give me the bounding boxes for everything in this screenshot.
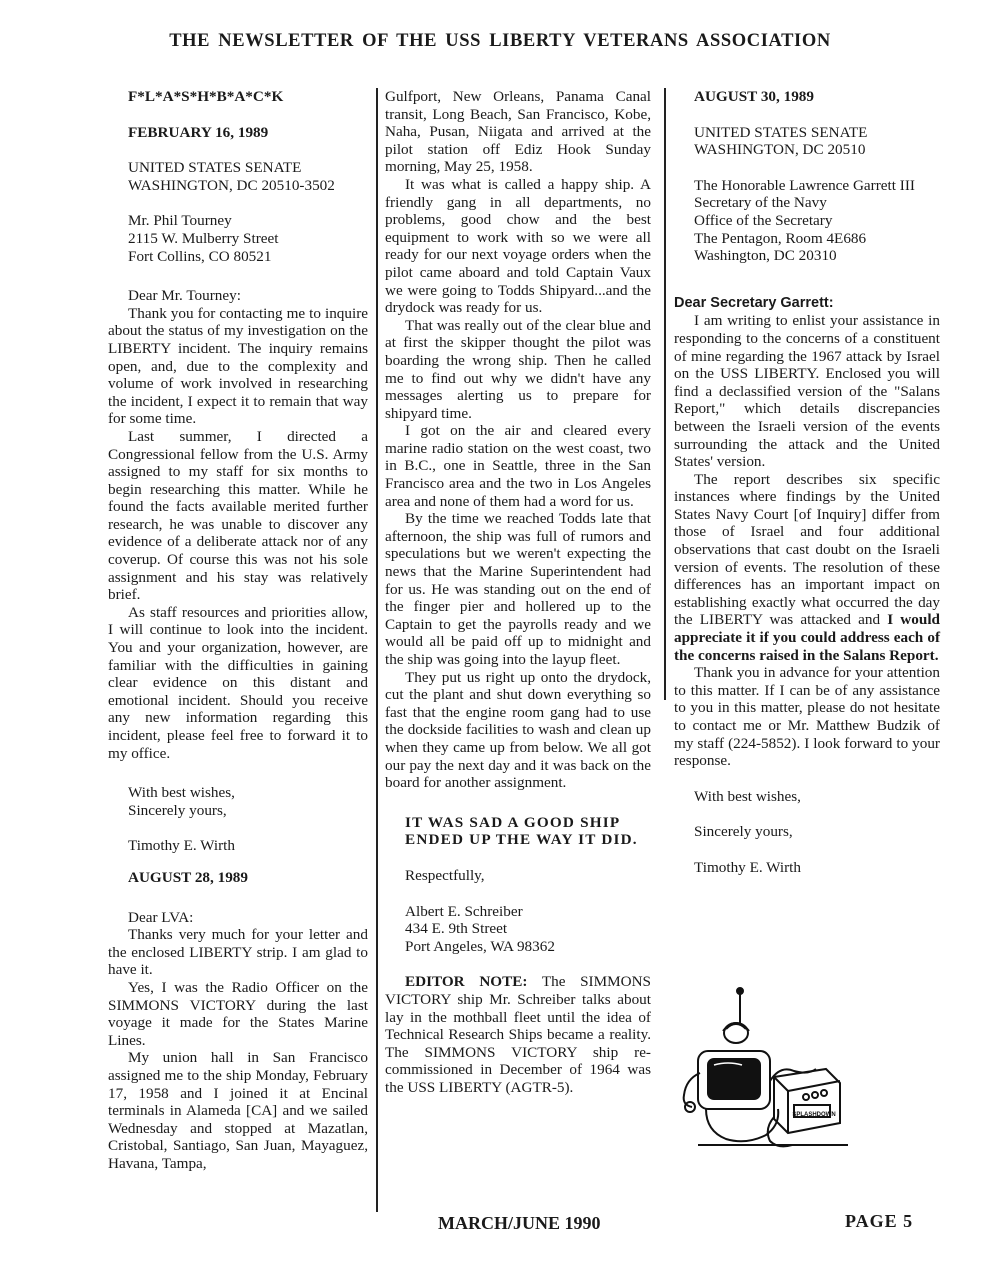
closing-line: Sincerely yours, [128, 801, 227, 819]
letter-closing [128, 784, 368, 819]
address-line: 2115 W. Mulberry Street [128, 229, 279, 247]
page-number: PAGE 5 [845, 1211, 914, 1231]
recipient-address [128, 212, 368, 265]
closing-line: Sincerely yours, [694, 823, 793, 841]
body-paragraph: As staff resources and priorities allow, I will continue to look into the incident. You and your organization, however, are familiar with the difficulties in gaining clear evidence on this distant and emotional incident. Should you receive any new information regarding this incident, please feel free to forward it to my office. [108, 603, 368, 762]
salutation: Dear Mr. Tourney: [128, 287, 241, 305]
body-paragraph: Yes, I was the Radio Officer on the SIMMONS VICTORY during the last voyage it made for the States Marine Lines. [108, 978, 368, 1049]
letterhead-line: WASHINGTON, DC 20510 [694, 141, 866, 159]
column-left [108, 88, 368, 1172]
body-paragraph: That was really out of the clear blue and at first the skipper thought the pilot was boarding the wrong ship. Then he called me to find out why we didn't have any messages alerting us to prepare for shipyard time. [385, 316, 651, 422]
letterhead-line: WASHINGTON, DC 20510-3502 [128, 176, 335, 194]
paragraph-bold-text: I would appreciate it if you could address each of the concerns raised in the Salans Report. [674, 611, 940, 664]
body-paragraph [674, 471, 940, 665]
closing-line: With best wishes, [128, 784, 235, 802]
letter-date: AUGUST 30, 1989 [694, 88, 814, 105]
signature: Timothy E. Wirth [128, 837, 235, 855]
flashback-heading: F*L*A*S*H*B*A*C*K [128, 88, 284, 105]
letter-date: AUGUST 28, 1989 [128, 868, 248, 886]
letterhead-line: UNITED STATES SENATE [128, 159, 302, 177]
senate-letterhead [694, 124, 940, 159]
address-line: Secretary of the Navy [694, 194, 827, 212]
address-line: Port Angeles, WA 98362 [405, 937, 555, 955]
letter-date: FEBRUARY 16, 1989 [128, 123, 269, 141]
issue-date: MARCH/JUNE 1990 [438, 1213, 601, 1233]
body-paragraph: My union hall in San Francisco assigned me to the ship Monday, February 17, 1958 and I joined it at Encinal terminals in Alameda [CA] and we sailed Wednesday and stopped at Mazatlan, Cristobal, Santiago, San Juan, Mayaguez, Havana, Tampa, [108, 1049, 368, 1172]
editor-note [385, 973, 651, 1096]
closing-line: With best wishes, [694, 787, 801, 805]
address-line: Fort Collins, CO 80521 [128, 247, 272, 265]
address-line: The Pentagon, Room 4E686 [694, 229, 867, 247]
editor-note-label: EDITOR NOTE: [405, 973, 528, 991]
column-divider-left [376, 88, 378, 1212]
emphasis-statement: IT WAS SAD A GOOD SHIP ENDED UP THE WAY IT DID. [405, 813, 638, 849]
letter-closing: Respectfully, [405, 866, 485, 884]
address-line: Mr. Phil Tourney [128, 212, 232, 230]
body-paragraph: Thanks very much for your letter and the enclosed LIBERTY strip. I am glad to have it. [108, 926, 368, 979]
signature: Timothy E. Wirth [694, 858, 801, 876]
body-paragraph: I am writing to enlist your assistance in responding to the concerns of a constituent of mine regarding the 1967 attack by Israel on the USS LIBERTY. Enclosed you will find a declassified version of the "Salans Report," which details discrepancies between the Israeli version of the events surrounding the attack and the United States' version. [674, 312, 940, 471]
salutation: Dear LVA: [128, 908, 194, 926]
newsletter-masthead: THE NEWSLETTER OF THE USS LIBERTY VETERANS ASSOCIATION [169, 31, 831, 51]
body-paragraph: Gulfport, New Orleans, Panama Canal transit, Long Beach, San Francisco, Kobe, Naha, Pusan, Niigata and arrived at the pilot station off Ediz Hook Sunday morning, May 25, 1958. [385, 88, 651, 176]
column-middle [385, 88, 651, 1096]
sender-address [405, 903, 651, 956]
address-line: Albert E. Schreiber [405, 902, 523, 920]
senate-letterhead [128, 159, 368, 194]
paragraph-text: The report describes six specific instances where findings by the United States Navy Court [of Inquiry] differ from those of Israel and four additional observations that cast doubt on the Israeli version of events. The resolution of these differences has an important impact on establishing exactly what occurred the day the LIBERTY was attacked and [674, 470, 940, 629]
column-divider-right [664, 88, 666, 700]
body-paragraph: Thank you for contacting me to inquire about the status of my investigation on the LIBERTY incident. The inquiry remains open, and, due to the complexity and volume of work involved in researching the incident, I expect it to remain that way for some time. [108, 304, 368, 428]
cartoon-console-label: SPLASHDOWN [792, 1112, 836, 1118]
salutation: Dear Secretary Garrett: [674, 294, 834, 311]
address-line: 434 E. 9th Street [405, 920, 508, 938]
column-right [674, 88, 940, 877]
radio-operator-cartoon [678, 985, 858, 1155]
body-paragraph: By the time we reached Todds late that afternoon, the ship was full of rumors and speculations but we weren't expecting the news that the Marine Superintendent had for us. He was standing out on the end of the finger pier and hollered up to the Captain to get the payrolls ready and we would all be paid off up to midnight and the ship was going into the layup fleet. [385, 510, 651, 668]
address-line: Washington, DC 20310 [694, 247, 837, 265]
body-paragraph: I got on the air and cleared every marine radio station on the west coast, two in B.C., one in Seattle, three in the San Francisco area and the two in Los Angeles area and none of them had a word for us. [385, 422, 651, 510]
body-paragraph: Last summer, I directed a Congressional fellow from the U.S. Army assigned to my staff for six months to begin researching this matter. While he found the facts available merited further research, he was unable to discover any evidence of a deliberate attack nor of any coverup. Of course this was not his sole assignment and his stay was relatively brief. [108, 427, 368, 604]
letterhead-line: UNITED STATES SENATE [694, 123, 868, 141]
recipient-name: The Honorable Lawrence Garrett III [694, 176, 915, 194]
body-paragraph: Thank you in advance for your attention to this matter. If I can be of any assistance to you in this matter, please do not hesitate to contact me or Mr. Matthew Budzik of my staff (224-5852). I look forward to your response. [674, 664, 940, 770]
body-paragraph: It was what is called a happy ship. A friendly gang in all departments, no problems, good chow and the best equipment to work with so we were all ready for our next voyage orders when the pilot came aboard and told Captain Vaux we were going to Todds Shipyard...and the drydock was ready for us. [385, 175, 651, 317]
body-paragraph: They put us right up onto the drydock, cut the plant and shut down everything so fast that the engine room gang had to use the dockside facilities to wash and clean up when they came up from below. We all got our pay the next day and it was back on the board for another assignment. [385, 668, 651, 792]
recipient-address [694, 194, 940, 264]
editor-note-text: The SIMMONS VICTORY ship Mr. Schreiber talks about lay in the mothball fleet until the idea of Technical Research Ships became a reality. The SIMMONS VICTORY ship re-commissioned in December of 1964 was the USS LIBERTY (AGTR-5). [385, 973, 651, 1096]
address-line: Office of the Secretary [694, 211, 833, 229]
